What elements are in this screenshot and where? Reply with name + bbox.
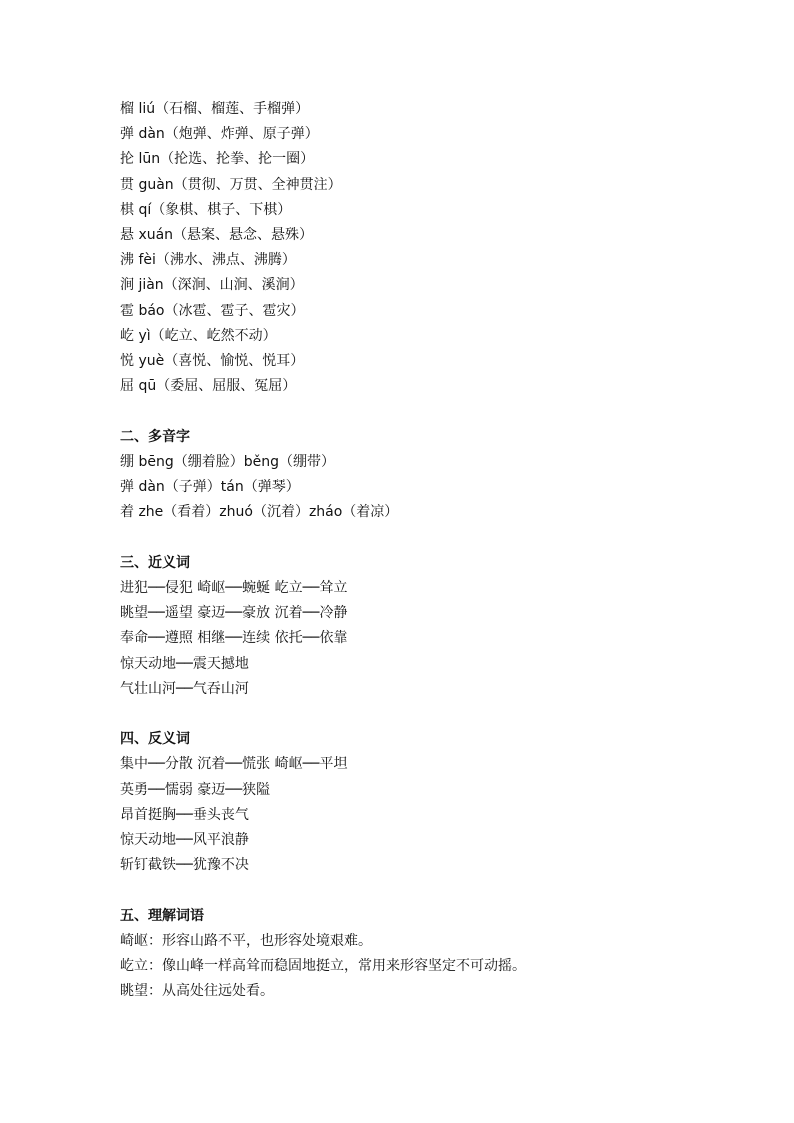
char-entry-liu: 榴 liú（石榴、榴莲、手榴弹） xyxy=(120,101,310,117)
section-heading-synonyms: 三、近义词 xyxy=(120,554,190,571)
antonym-row: 英勇──懦弱 豪迈──狭隘 xyxy=(120,781,271,798)
definition-entry: 屹立：像山峰一样高耸而稳固地挺立，常用来形容坚定不可动摇。 xyxy=(120,958,526,975)
synonym-row: 奉命──遵照 相继──连续 依托──依靠 xyxy=(120,630,348,647)
polyphonic-entry: 绷 bēng（绷着脸）běng（绷带） xyxy=(120,453,335,470)
char-entry-lun: 抡 lūn（抡选、抡拳、抡一圈） xyxy=(120,151,315,168)
synonym-row: 气壮山河──气吞山河 xyxy=(120,680,249,697)
section-spacer xyxy=(120,702,760,727)
section-spacer xyxy=(120,399,760,424)
section-word-meanings xyxy=(120,904,760,1005)
char-entry-guan: 贯 guàn（贯彻、万贯、全神贯注） xyxy=(120,176,342,193)
antonym-row: 昂首挺胸──垂头丧气 xyxy=(120,806,249,823)
antonym-row: 集中──分散 沉着──慌张 崎岖──平坦 xyxy=(120,756,348,773)
char-entry-bao: 雹 báo（冰雹、雹子、雹灾） xyxy=(120,302,305,319)
section-synonyms xyxy=(120,551,760,702)
char-entry-qu: 屈 qū（委屈、屈服、冤屈） xyxy=(120,378,297,395)
polyphonic-entry: 着 zhe（看着）zhuó（沉着）zháo（着凉） xyxy=(120,504,399,521)
definition-entry: 崎岖：形容山路不平，也形容处境艰难。 xyxy=(120,933,372,949)
synonym-row: 进犯──侵犯 崎岖──蜿蜒 屹立──耸立 xyxy=(120,579,348,596)
section-spacer xyxy=(120,525,760,550)
char-entry-yue: 悦 yuè（喜悦、愉悦、悦耳） xyxy=(120,352,305,369)
synonym-row: 眺望──遥望 豪迈──豪放 沉着──冷静 xyxy=(120,605,348,622)
definition-entry: 眺望：从高处往远处看。 xyxy=(120,983,274,1000)
section-heading-word-meanings: 五、理解词语 xyxy=(120,907,204,924)
char-entry-dan: 弹 dàn（炮弹、炸弹、原子弹） xyxy=(120,126,319,143)
char-entry-xuan: 悬 xuán（悬案、悬念、悬殊） xyxy=(120,226,314,243)
polyphonic-entry: 弹 dàn（子弹）tán（弹琴） xyxy=(120,479,300,496)
section-spacer xyxy=(120,878,760,903)
section-antonyms xyxy=(120,727,760,878)
char-entry-jian: 涧 jiàn（深涧、山涧、溪涧） xyxy=(120,277,304,294)
antonym-row: 惊天动地──风平浪静 xyxy=(120,832,249,849)
antonym-row: 斩钉截铁──犹豫不决 xyxy=(120,857,249,874)
section-polyphonic xyxy=(120,425,760,526)
section-characters xyxy=(120,97,760,399)
section-heading-polyphonic: 二、多音字 xyxy=(120,428,190,445)
synonym-row: 惊天动地──震天撼地 xyxy=(120,655,249,672)
char-entry-yi: 屹 yì（屹立、屹然不动） xyxy=(120,327,277,344)
char-entry-fei: 沸 fèi（沸水、沸点、沸腾） xyxy=(120,252,296,269)
document-page xyxy=(120,97,760,1005)
char-entry-qi: 棋 qí（象棋、棋子、下棋） xyxy=(120,201,292,218)
section-heading-antonyms: 四、反义词 xyxy=(120,731,190,748)
